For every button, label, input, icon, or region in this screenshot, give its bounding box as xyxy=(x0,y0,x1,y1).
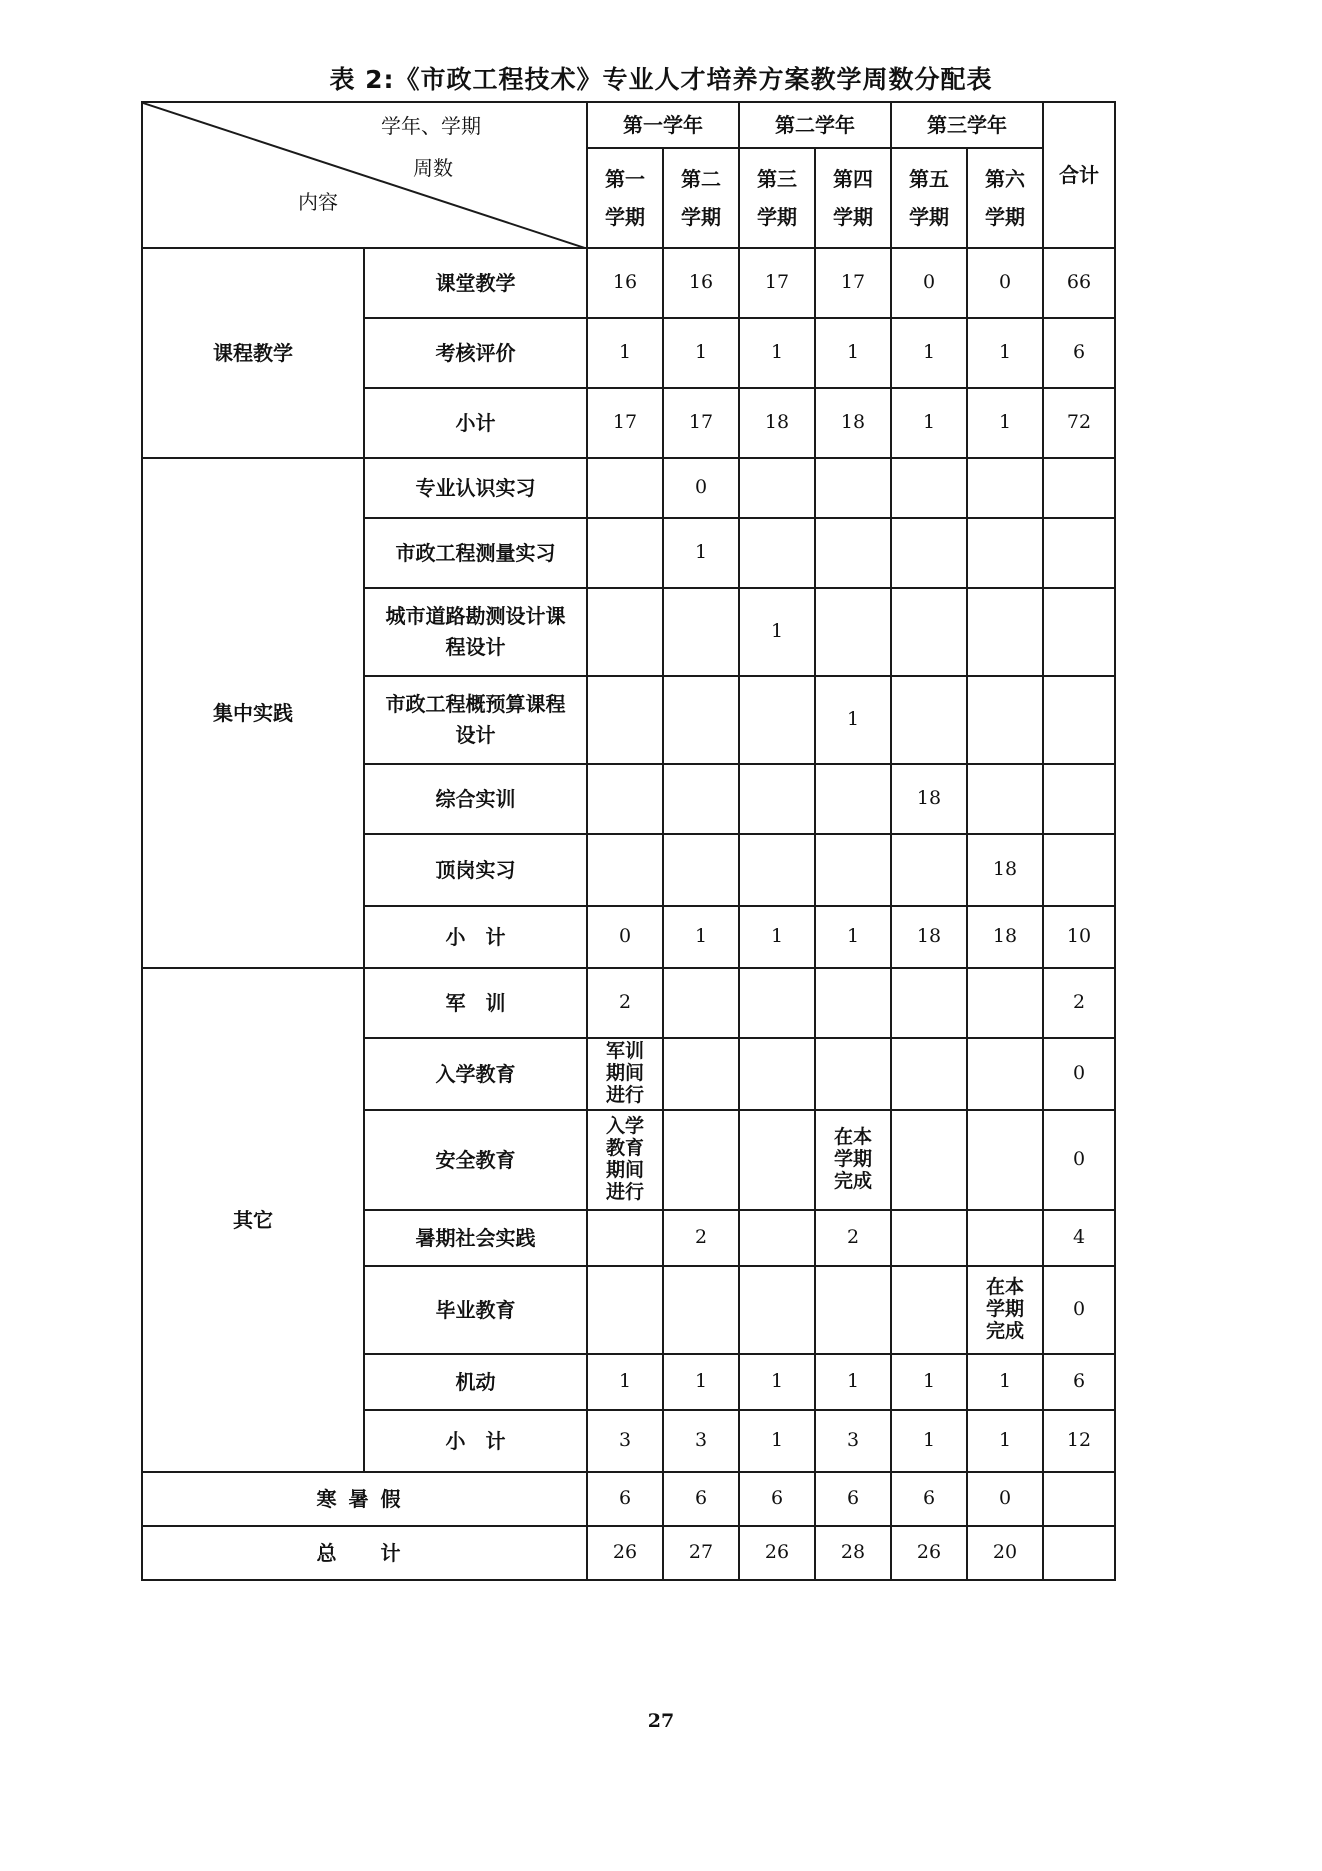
value-cell xyxy=(967,518,1043,588)
value-cell: 17 xyxy=(663,388,739,458)
row-total-cell xyxy=(1043,518,1115,588)
value-cell: 18 xyxy=(891,906,967,968)
row-total-cell: 0 xyxy=(1043,1266,1115,1354)
value-cell: 16 xyxy=(587,248,663,318)
value-cell: 1 xyxy=(815,676,891,764)
row-item-label: 顶岗实习 xyxy=(364,834,587,906)
row-item-label: 小计 xyxy=(364,388,587,458)
row-total-cell: 0 xyxy=(1043,1110,1115,1210)
value-cell: 0 xyxy=(967,1472,1043,1526)
value-cell: 2 xyxy=(663,1210,739,1266)
value-cell xyxy=(891,968,967,1038)
value-cell: 18 xyxy=(815,388,891,458)
row-item-label: 考核评价 xyxy=(364,318,587,388)
row-item-label: 暑期社会实践 xyxy=(364,1210,587,1266)
value-cell xyxy=(587,1266,663,1354)
value-cell: 17 xyxy=(587,388,663,458)
row-item-label: 寒暑假 xyxy=(142,1472,587,1526)
value-cell xyxy=(739,1110,815,1210)
value-cell xyxy=(739,458,815,518)
table-row xyxy=(142,1526,1115,1580)
value-cell xyxy=(967,676,1043,764)
value-cell xyxy=(587,1210,663,1266)
corner-header xyxy=(142,102,587,248)
value-cell: 0 xyxy=(891,248,967,318)
semester-header xyxy=(891,148,967,248)
value-cell xyxy=(815,968,891,1038)
value-cell xyxy=(739,764,815,834)
value-cell: 1 xyxy=(663,1354,739,1410)
value-cell: 1 xyxy=(663,318,739,388)
semester-header xyxy=(587,148,663,248)
value-cell xyxy=(739,676,815,764)
value-cell: 28 xyxy=(815,1526,891,1580)
value-cell xyxy=(891,834,967,906)
value-cell xyxy=(587,834,663,906)
value-cell: 6 xyxy=(815,1472,891,1526)
value-cell: 1 xyxy=(967,388,1043,458)
value-cell xyxy=(815,458,891,518)
row-total-cell: 6 xyxy=(1043,1354,1115,1410)
row-total-cell: 4 xyxy=(1043,1210,1115,1266)
semester-line1: 第六 xyxy=(985,167,1025,191)
value-cell xyxy=(739,834,815,906)
value-cell xyxy=(663,588,739,676)
row-total-cell xyxy=(1043,588,1115,676)
row-item-label: 毕业教育 xyxy=(364,1266,587,1354)
value-cell: 2 xyxy=(587,968,663,1038)
semester-line1: 第五 xyxy=(909,167,949,191)
value-cell: 6 xyxy=(739,1472,815,1526)
table-row xyxy=(142,458,1115,518)
row-total-cell: 0 xyxy=(1043,1038,1115,1110)
value-cell xyxy=(891,1210,967,1266)
value-cell xyxy=(587,764,663,834)
value-cell xyxy=(891,1110,967,1210)
year-header: 第一学年 xyxy=(587,102,739,148)
value-cell: 2 xyxy=(815,1210,891,1266)
semester-line1: 第三 xyxy=(757,167,797,191)
row-total-cell: 10 xyxy=(1043,906,1115,968)
value-cell: 1 xyxy=(663,906,739,968)
row-item-label: 城市道路勘测设计课程设计 xyxy=(364,588,587,676)
semester-line2: 学期 xyxy=(985,205,1025,229)
value-cell: 1 xyxy=(815,906,891,968)
value-cell xyxy=(891,518,967,588)
value-cell xyxy=(815,834,891,906)
group-label-course: 课程教学 xyxy=(142,248,364,458)
row-total-cell xyxy=(1043,834,1115,906)
value-cell xyxy=(967,1210,1043,1266)
value-cell xyxy=(663,968,739,1038)
row-item-label: 机动 xyxy=(364,1354,587,1410)
page-number: 27 xyxy=(647,1710,675,1732)
value-cell xyxy=(587,458,663,518)
value-cell: 20 xyxy=(967,1526,1043,1580)
value-cell: 0 xyxy=(663,458,739,518)
value-cell xyxy=(663,834,739,906)
row-total-cell: 66 xyxy=(1043,248,1115,318)
row-item-label: 综合实训 xyxy=(364,764,587,834)
semester-line1: 第二 xyxy=(681,167,721,191)
semester-line2: 学期 xyxy=(909,205,949,229)
table-row xyxy=(142,248,1115,318)
value-cell xyxy=(967,588,1043,676)
row-total-cell xyxy=(1043,1472,1115,1526)
row-item-label: 小 计 xyxy=(364,906,587,968)
value-cell: 3 xyxy=(815,1410,891,1472)
semester-header xyxy=(739,148,815,248)
semester-header xyxy=(663,148,739,248)
value-cell: 26 xyxy=(587,1526,663,1580)
row-item-label: 市政工程概预算课程设计 xyxy=(364,676,587,764)
semester-line2: 学期 xyxy=(833,205,873,229)
value-cell: 1 xyxy=(891,318,967,388)
table-row xyxy=(142,968,1115,1038)
row-item-label: 军 训 xyxy=(364,968,587,1038)
value-cell xyxy=(815,1038,891,1110)
value-cell: 6 xyxy=(663,1472,739,1526)
value-cell xyxy=(967,458,1043,518)
row-item-label: 安全教育 xyxy=(364,1110,587,1210)
corner-label-weeks: 周数 xyxy=(413,156,453,180)
value-cell xyxy=(739,1038,815,1110)
value-cell: 6 xyxy=(891,1472,967,1526)
year-header: 第三学年 xyxy=(891,102,1043,148)
header-row-years xyxy=(142,102,1115,148)
row-item-label: 课堂教学 xyxy=(364,248,587,318)
table-title: 表 2:《市政工程技术》专业人才培养方案教学周数分配表 xyxy=(329,65,993,94)
weeks-allocation-table xyxy=(141,101,1116,1581)
value-cell: 1 xyxy=(891,1354,967,1410)
value-cell: 16 xyxy=(663,248,739,318)
value-cell xyxy=(663,1038,739,1110)
semester-line2: 学期 xyxy=(757,205,797,229)
value-cell xyxy=(587,588,663,676)
semester-header xyxy=(815,148,891,248)
value-cell xyxy=(587,518,663,588)
value-cell: 18 xyxy=(967,834,1043,906)
value-cell xyxy=(815,588,891,676)
value-cell: 17 xyxy=(739,248,815,318)
value-cell xyxy=(967,1110,1043,1210)
value-cell xyxy=(967,1038,1043,1110)
value-cell: 1 xyxy=(891,1410,967,1472)
value-cell xyxy=(967,764,1043,834)
value-cell xyxy=(663,676,739,764)
total-header: 合计 xyxy=(1043,102,1115,248)
value-cell: 1 xyxy=(815,318,891,388)
table-row xyxy=(142,1472,1115,1526)
value-cell xyxy=(663,764,739,834)
row-item-label: 专业认识实习 xyxy=(364,458,587,518)
value-cell xyxy=(739,1266,815,1354)
value-cell: 1 xyxy=(815,1354,891,1410)
value-cell: 1 xyxy=(967,1410,1043,1472)
row-item-label: 入学教育 xyxy=(364,1038,587,1110)
value-cell: 军训期间进行 xyxy=(587,1038,663,1110)
value-cell: 0 xyxy=(967,248,1043,318)
row-total-cell xyxy=(1043,676,1115,764)
value-cell xyxy=(663,1266,739,1354)
corner-label-term: 学年、学期 xyxy=(381,114,481,138)
row-total-cell: 2 xyxy=(1043,968,1115,1038)
value-cell xyxy=(663,1110,739,1210)
value-cell xyxy=(739,968,815,1038)
value-cell: 1 xyxy=(739,1354,815,1410)
value-cell: 在本学期完成 xyxy=(815,1110,891,1210)
row-item-label: 总 计 xyxy=(142,1526,587,1580)
value-cell: 1 xyxy=(967,1354,1043,1410)
value-cell xyxy=(891,1266,967,1354)
value-cell: 1 xyxy=(739,318,815,388)
value-cell: 17 xyxy=(815,248,891,318)
group-label-practice: 集中实践 xyxy=(142,458,364,968)
value-cell xyxy=(587,676,663,764)
value-cell: 1 xyxy=(891,388,967,458)
value-cell: 1 xyxy=(739,588,815,676)
value-cell: 18 xyxy=(967,906,1043,968)
semester-line1: 第四 xyxy=(833,167,873,191)
value-cell: 1 xyxy=(967,318,1043,388)
value-cell: 3 xyxy=(663,1410,739,1472)
value-cell xyxy=(891,1038,967,1110)
row-total-cell xyxy=(1043,764,1115,834)
value-cell: 入学教育期间进行 xyxy=(587,1110,663,1210)
value-cell: 1 xyxy=(587,1354,663,1410)
year-header: 第二学年 xyxy=(739,102,891,148)
value-cell xyxy=(815,518,891,588)
corner-diagonal xyxy=(143,103,588,249)
value-cell: 0 xyxy=(587,906,663,968)
row-total-cell: 72 xyxy=(1043,388,1115,458)
value-cell: 1 xyxy=(739,906,815,968)
value-cell xyxy=(739,518,815,588)
value-cell: 26 xyxy=(891,1526,967,1580)
value-cell: 6 xyxy=(587,1472,663,1526)
row-total-cell: 6 xyxy=(1043,318,1115,388)
value-cell: 18 xyxy=(739,388,815,458)
value-cell xyxy=(891,676,967,764)
value-cell: 18 xyxy=(891,764,967,834)
value-cell: 在本学期完成 xyxy=(967,1266,1043,1354)
value-cell: 26 xyxy=(739,1526,815,1580)
semester-line1: 第一 xyxy=(605,167,645,191)
row-item-label: 小 计 xyxy=(364,1410,587,1472)
value-cell xyxy=(739,1210,815,1266)
row-total-cell xyxy=(1043,458,1115,518)
group-label-other: 其它 xyxy=(142,968,364,1472)
semester-line2: 学期 xyxy=(605,205,645,229)
value-cell xyxy=(891,588,967,676)
value-cell xyxy=(815,1266,891,1354)
value-cell: 1 xyxy=(587,318,663,388)
row-item-label: 市政工程测量实习 xyxy=(364,518,587,588)
row-total-cell: 12 xyxy=(1043,1410,1115,1472)
corner-label-content: 内容 xyxy=(298,190,338,214)
value-cell: 3 xyxy=(587,1410,663,1472)
row-total-cell xyxy=(1043,1526,1115,1580)
value-cell xyxy=(891,458,967,518)
value-cell: 27 xyxy=(663,1526,739,1580)
value-cell: 1 xyxy=(663,518,739,588)
semester-header xyxy=(967,148,1043,248)
semester-line2: 学期 xyxy=(681,205,721,229)
value-cell: 1 xyxy=(739,1410,815,1472)
value-cell xyxy=(815,764,891,834)
value-cell xyxy=(967,968,1043,1038)
